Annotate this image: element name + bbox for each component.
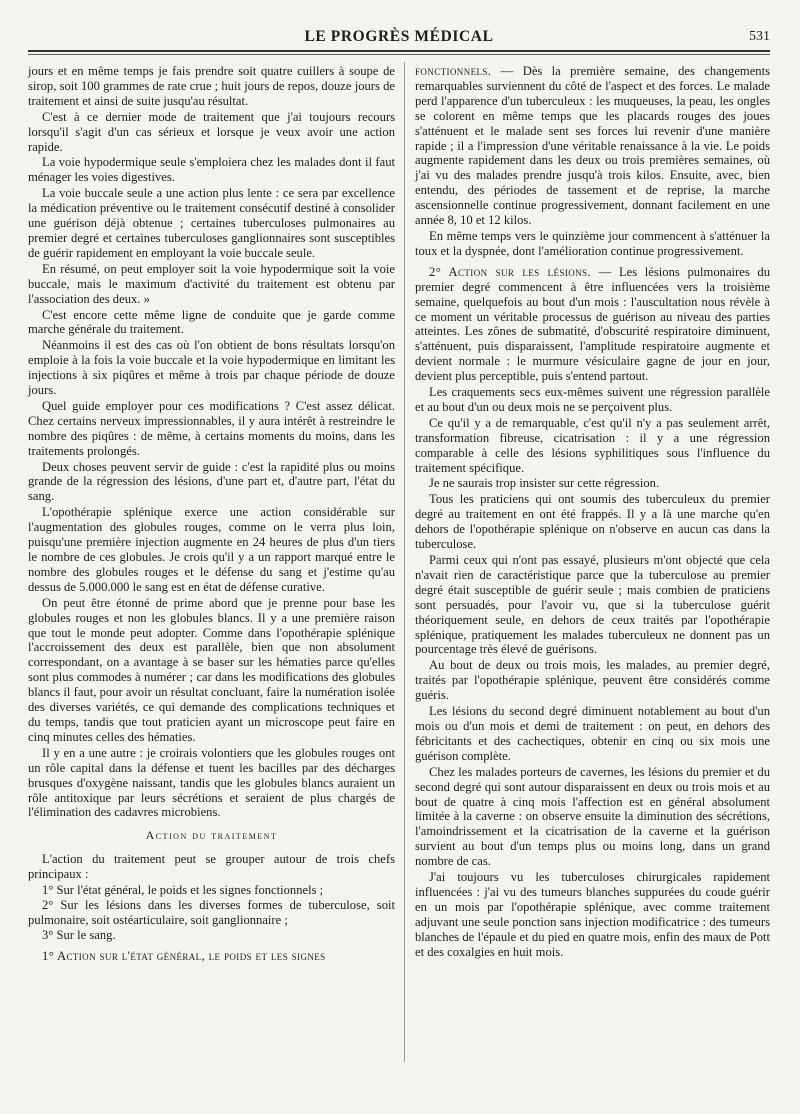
paragraph: C'est à ce dernier mode de traitement que j'ai toujours recours lorsqu'il s'agit d'un cas sérieux et lorsque je veux avoir une action rapide.: [28, 109, 395, 154]
running-head: [28, 28, 770, 48]
left-column: [28, 64, 395, 965]
paragraph: On peut être étonné de prime abord que je prenne pour base les globules rouges et non les globules blancs. Il y a une première raison que tout le monde peut adopter. Comme dans l'opothérapie splénique l'accroissement des deux est parallèle, bien que non absolument correspondant, on a avantage à se baser sur les hématies parce qu'elles sont plus commodes à numérer ; car dans les modifications des globules blancs il faut, pour avoir un résultat concluant, faire la numération isolée des diverses variétés, ce qui demande des complications techniques et du temps, tandis que tout praticien ayant un microscope peut faire en cinq minutes celles des hématies.: [28, 595, 395, 744]
section-heading: Action du traitement: [145, 828, 278, 843]
paragraph: Quel guide employer pour ces modifications ? C'est assez délicat. Chez certains nerveux impressionnables, il y aura intérêt à restreindre le nombre des piqûres : de même, à certains moments du moins, dans les traitements prolongés.: [28, 398, 395, 458]
page-number: 531: [749, 29, 770, 44]
column-divider: [404, 62, 405, 1062]
paragraph: La voie buccale seule a une action plus lente : ce sera par excellence la médication préventive ou le traitement consécutif destiné à consolider une guérison déjà obtenue ; certaines tuberculoses pulmonaires au premier degré et certaines tuberculoses ganglionnaires sont susceptibles de guérir rapidement en employant la voie buccale seule.: [28, 186, 395, 260]
list-item: 1° Sur l'état général, le poids et les signes fonctionnels ;: [42, 883, 324, 898]
paragraph: Néanmoins il est des cas où l'on obtient de bons résultats lorsqu'on emploie à la fois la voie buccale et la voie hypodermique en limitant les injections à six piqûres et même à trois par chaque période de douze jours.: [28, 338, 395, 398]
header-rule: [28, 50, 770, 52]
header-rule-thin: [28, 54, 770, 55]
paragraph: Il y en a une autre : je croirais volontiers que les globules rouges ont un rôle capital dans la défense et tuent les bacilles par des décharges brusques d'oxygène naissant, tandis que les globules blancs auraient un rôle antitoxique par leurs sécrétions et seraient de plus chargés de l'élimination des cadavres microbiens.: [28, 745, 395, 820]
paragraph: La voie hypodermique seule s'emploiera chez les malades dont il faut ménager les voies digestives.: [28, 155, 395, 185]
list-item: 3° Sur le sang.: [42, 927, 116, 942]
paragraph: Les craquements secs eux-mêmes suivent une régression parallèle et au bout d'un ou deux mois ne se perçoivent plus.: [415, 385, 770, 414]
right-column: [415, 64, 770, 960]
paragraph: [415, 64, 770, 228]
paragraph: [415, 265, 770, 384]
paragraph-text: — Dès la première semaine, des changements remarquables surviennent du côté de l'aspect et des forces. Le malade perd l'apparence d'un tuberculeux : les muqueuses, la peau, les ongles se colorent en même temps que les placards rouges des joues s'atténuent et le malade sent ses forces lui revenir d'une manière rapide ; il a l'impression d'une véritable renaissance à la vie. Le poids augmente rapidement dans les deux ou trois premières semaines, où j'ai vu des malades prendre jusqu'à trois kilos. Ensuite, avec, bien entendu, des périodes de tassement et de reprise, la marche ascensionnelle continue progressivement, donnant facilement en une année 8, 10 et 12 kilos.: [415, 64, 770, 228]
paragraph: Parmi ceux qui n'ont pas essayé, plusieurs m'ont objecté que cela n'avait rien de caractéristique parce que la tuberculose au premier degré était susceptible de guérir seule ; mais combien de praticiens sont persuadés, pour l'avoir vu, que si la tuberculose guérit théoriquement seule, en dehors de ceux traités par l'opothérapie splénique, pratiquement les malades tuberculeux ne donnent pas un pourcentage très élevé de guérisons.: [415, 553, 770, 657]
paragraph: jours et en même temps je fais prendre soit quatre cuillers à soupe de sirop, soit 100 grammes de rate crue ; huit jours de repos, douze jours de traitement et ainsi de suite jusqu'au résultat.: [28, 64, 395, 108]
paragraph: Chez les malades porteurs de cavernes, les lésions du premier et du second degré qui sont autour disparaissent en deux ou trois mois et au bout de quatre à cinq mois l'affection est en général absolument limitée à la caverne : on observe ensuite la diminution des sécrétions, l'amoindrissement et la cicatrisation de la caverne et la guérison survient au bout d'un temps plus ou moins long, dans un grand nombre de cas.: [415, 764, 770, 869]
subheading-continuation: fonctionnels.: [415, 64, 492, 78]
paragraph: Je ne saurais trop insister sur cette régression.: [429, 476, 660, 491]
paragraph: Les lésions du second degré diminuent notablement au bout d'un mois ou d'un mois et demi de traitement : on peut, en dehors des fébricitants et des cachectiques, obtenir en cinq ou six mois une guérison complète.: [415, 704, 770, 763]
journal-title: LE PROGRÈS MÉDICAL: [304, 28, 494, 45]
paragraph: J'ai toujours vu les tuberculoses chirurgicales rapidement influencées : j'ai vu des tumeurs blanches suppurées du coude guérir en un mois par l'opothérapie splénique, avec comme traitement adjuvant une seule ponction sans injection modificatrice : des tumeurs blanches de l'épaule et du pied en quatre mois, enfin des maux de Pott et des coxalgies en huit mois.: [415, 870, 770, 959]
paragraph: Deux choses peuvent servir de guide : c'est la rapidité plus ou moins grande de la régression des lésions, d'une part et, d'autre part, l'état du sang.: [28, 459, 395, 504]
paragraph: C'est encore cette même ligne de conduite que je garde comme marche générale du traitement.: [28, 307, 395, 337]
paragraph: L'action du traitement peut se grouper autour de trois chefs principaux :: [28, 852, 395, 882]
paragraph-text: — Les lésions pulmonaires du premier degré commencent à être influencées vers la troisième semaine, quelquefois au bout d'un mois : l'auscultation nous révèle à ce moment un véritable processus de guérison au niveau des parties atteintes. Les zônes de submatité, d'obscurité respiratoire diminuent, s'atténuent, puis disparaissent, l'amplitude respiratoire augmente et devient normale : le murmure vésiculaire gagne de jour en jour, devient plus perceptible, puis s'entend partout.: [415, 264, 770, 384]
paragraph: En résumé, on peut employer soit la voie hypodermique soit la voie buccale, mais le maximum d'activité du traitement est obtenu par l'association des deux. »: [28, 261, 395, 306]
list-item: 2° Sur les lésions dans les diverses formes de tuberculose, soit pulmonaire, soit ostéarticulaire, soit ganglionnaire ;: [28, 897, 395, 927]
paragraph: Ce qu'il y a de remarquable, c'est qu'il n'y a pas seulement arrêt, transformation fibreuse, cicatrisation : il y a une régression comparable à celle des lésions syphilitiques sous l'influence du traitement spécifique.: [415, 415, 770, 475]
paragraph: En même temps vers le quinzième jour commencent à s'atténuer la toux et la dyspnée, dont l'amélioration continue progressivement.: [415, 228, 770, 258]
paragraph: Tous les praticiens qui ont soumis des tuberculeux du premier degré au traitement en ont été frappés. Il y a là une marche qu'en dehors de l'opothérapie splénique on n'observe en aucun cas dans la tuberculose.: [415, 492, 770, 552]
paragraph: L'opothérapie splénique exerce une action considérable sur l'augmentation des globules rouges, comme on le verra plus loin, puisqu'une première injection augmente en 24 heures de plus d'un tiers le nombre de ces globules. Je crois qu'il y a un rapport marqué entre le nombre des globules rouges et le défense du sang et j'estime qu'au dessus de 5.000.000 le sang est en état de défense curative.: [28, 505, 395, 594]
subheading: 2° Action sur les lésions.: [429, 264, 591, 279]
paragraph: Au bout de deux ou trois mois, les malades, au premier degré, traités par l'opothérapie splénique, peuvent être considérés comme guéris.: [415, 658, 770, 703]
subheading: 1° Action sur l'état général, le poids et les signes: [42, 948, 326, 963]
